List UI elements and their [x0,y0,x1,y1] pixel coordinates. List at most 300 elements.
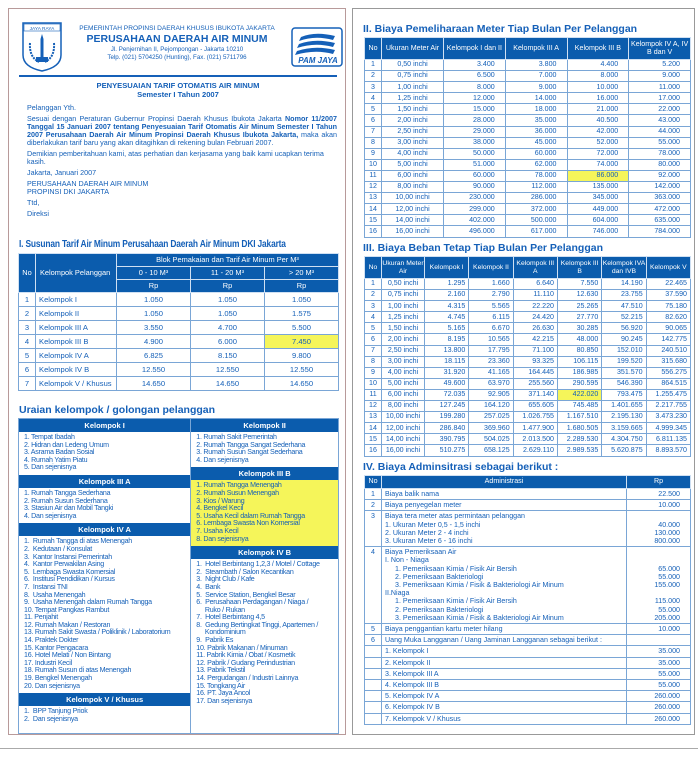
admin-row [365,635,691,646]
value-cell: 2.160 [425,290,469,301]
fee-value: 205.000 [654,613,680,622]
table-row [365,356,691,367]
admin-row [365,713,691,724]
value-cell: 75.180 [646,301,690,312]
value-cell: 199.520 [602,356,646,367]
group-item: 8. Usaha Menengah [24,590,86,599]
group-item: 1. BPP Tanjung Priok [24,707,88,716]
header-phone: Telp. (021) 5704250 (Hunting), Fax. (021) 5711796 [107,54,247,61]
value-cell: 1.026.755 [513,412,557,423]
admin-line: 3. Pemeriksaan Kimia / Fisik & Bakteriologi Air Minum [395,581,564,590]
admin-description [382,713,627,724]
value-cell: 1.050 [265,293,339,307]
value-cell: 8.150 [191,349,265,363]
row-number [365,657,382,668]
group-header: Kelompok III A [19,475,190,488]
value-cell: 44.000 [629,126,691,137]
group-item: 3. Kantor Instansi Pemerintah [24,552,112,561]
admin-description [382,547,627,624]
group-item: 5. Dan sejenisnya [24,463,77,472]
group-header: Kelompok IV B [191,546,338,559]
value-cell: 9.800 [265,349,339,363]
row-label: 0,75 inchi [382,71,444,82]
letter-paragraph-1 [27,115,337,147]
group-item: 5. Usaha Kecil dalam Rumah Tangga [196,511,305,520]
table-row [19,335,339,349]
row-label: 1,25 inchi [382,312,425,323]
table-row [365,290,691,301]
value-cell: 617.000 [505,226,567,237]
fee-value: 800.000 [654,537,680,546]
row-number: 12 [365,182,382,193]
value-cell: 2.989.535 [557,445,601,456]
value-cell: 5.200 [629,60,691,71]
row-label: 14,00 inchi [382,215,444,226]
value-cell: 746.000 [567,226,629,237]
value-cell: 40.500 [567,115,629,126]
value-cell: 4.745 [425,312,469,323]
value-cell: 55.000 [629,137,691,148]
col-block-1: 0 - 10 M³ [117,267,191,280]
group-item: 4. Dan sejenisnya [24,511,77,520]
row-number: 2 [365,500,382,511]
value-cell: 45.000 [505,137,567,148]
value-cell: 2.217.755 [646,401,690,412]
fee-value: 10.000 [658,625,680,634]
fee-value [630,556,680,564]
value-cell: 1.050 [191,307,265,321]
row-number: 2 [365,290,382,301]
admin-line: Biaya penyegelan meter [385,501,462,510]
admin-row [365,657,691,668]
row-number: 7 [365,345,382,356]
table-row [365,137,691,148]
value-cell: 8.000 [444,82,506,93]
row-label: 0,50 inchi [382,279,425,290]
fee-value [630,548,680,556]
table-row [365,104,691,115]
group-item: 12. Rumah Makan / Restoran [24,620,111,629]
fee-value [630,512,680,520]
value-cell: 6.115 [469,312,513,323]
admin-row [365,680,691,691]
value-cell: 1.050 [117,307,191,321]
value-cell: 7.000 [505,71,567,82]
group-header: Kelompok V / Khusus [19,693,190,706]
value-cell: 9.000 [505,82,567,93]
value-cell: 60.000 [444,170,506,181]
pam-jaya-logo [291,27,343,67]
column-header: Kelompok IV A, IV B dan V [629,38,691,60]
value-cell: 655.605 [513,401,557,412]
row-label: 4,00 inchi [382,367,425,378]
value-cell: 1.050 [191,293,265,307]
value-cell: 1.050 [117,293,191,307]
value-cell: 496.000 [444,226,506,237]
table-row [365,204,691,215]
admin-row [365,646,691,657]
admin-row [365,624,691,635]
value-cell: 127.245 [425,401,469,412]
value-cell: 63.970 [469,378,513,389]
table-row [365,412,691,423]
table-row [365,170,691,181]
row-number: 11 [365,170,382,181]
value-cell: 3.550 [117,321,191,335]
value-cell: 26.630 [513,323,557,334]
row-number: 3 [365,82,382,93]
value-cell: 422.020 [557,389,601,400]
value-cell: 6.811.135 [646,434,690,445]
value-cell: 5.620.875 [602,445,646,456]
fee-value: 130.000 [654,528,680,537]
value-cell: 142.775 [646,334,690,345]
value-cell: 14.000 [505,93,567,104]
value-cell: 500.000 [505,215,567,226]
column-header: Kelompok I [425,257,469,279]
admin-line: I. Non - Niaga [385,556,429,565]
table-row [365,215,691,226]
value-cell: 48.000 [557,334,601,345]
value-cell: 56.920 [602,323,646,334]
column-header: No [365,257,382,279]
value-cell: 51.000 [444,159,506,170]
section-4-title: IV. Biaya Adminsitrasi sebagai berikut : [363,461,559,473]
admin-line: 1. Pemeriksaan Kimia / Fisik Air Bersih [395,564,517,573]
group-item: 2. Rumah Susun Menengah [196,488,279,497]
col-no: No [19,254,36,293]
admin-fee [627,691,691,702]
maintenance-table [364,37,691,238]
value-cell: 604.000 [567,215,629,226]
svg-text:PAM JAYA: PAM JAYA [298,56,338,65]
value-cell: 80.000 [629,159,691,170]
value-cell: 363.000 [629,193,691,204]
fee-value: 260.000 [654,703,680,712]
value-cell: 5.565 [469,301,513,312]
value-cell: 8.000 [567,71,629,82]
value-cell: 52.215 [602,312,646,323]
value-cell: 4.900 [117,335,191,349]
table-row [365,182,691,193]
row-label: 6,00 inchi [382,170,444,181]
group-item: 6. Perusahaan Perdagangan / Niaga / [196,598,309,607]
value-cell: 7.450 [265,335,339,349]
value-cell: 17.000 [629,93,691,104]
table-row [365,82,691,93]
row-number: 5 [365,624,382,635]
admin-description [382,680,627,691]
column-header: Rp [627,476,691,489]
fee-value: 55.000 [658,681,680,690]
group-item: 3. Asrama Badan Sosial [24,448,95,457]
value-cell: 257.025 [469,412,513,423]
value-cell: 52.000 [567,137,629,148]
col-block-2: 11 - 20 M³ [191,267,265,280]
admin-line: Uang Muka Langganan / Uang Jaminan Langganan sebagai berikut : [385,636,602,645]
header-address: Jl. Penjernihan II, Pejompongan - Jakarta 10210 [110,46,244,53]
value-cell: 60.000 [505,148,567,159]
row-label: 5,00 inchi [382,159,444,170]
fee-value: 115.000 [654,597,680,606]
row-label: 2,00 inchi [382,334,425,345]
row-number: 11 [365,389,382,400]
value-cell: 71.100 [513,345,557,356]
admin-fee [627,702,691,713]
row-label: 1,50 inchi [382,104,444,115]
row-number: 5 [19,349,36,363]
group-header: Kelompok II [191,419,338,432]
value-cell: 12.550 [265,363,339,377]
value-cell: 35.000 [505,115,567,126]
group-item: 8. Gedung Bertingkat Tinggi, Apartemen / [196,620,319,629]
group-item: 4. Rumah Yatim Piatu [24,455,88,464]
column-header: Ukuran Meter Air [382,38,444,60]
table-row [365,226,691,237]
right-page [352,8,695,735]
row-label: 3,00 inchi [382,356,425,367]
value-cell: 345.000 [567,193,629,204]
admin-line: Biaya Pemeriksaan Air [385,548,457,557]
groups-table [18,418,339,734]
row-label: 14,00 inchi [382,434,425,445]
group-item: 3. Night Club / Kafe [196,575,255,584]
section-3-title: III. Biaya Beban Tetap Tiap Bulan Per Pelanggan [363,242,604,254]
row-number: 4 [365,312,382,323]
group-item: 14. Pergudangan / Industri Lainnya [196,674,299,683]
group-item: 15. Tongkang Air [196,681,245,690]
svg-text:JAYA RAYA: JAYA RAYA [29,26,55,32]
notice-subtitle: Semester I Tahun 2007 [137,90,219,99]
group-item: 10. Pabrik Makanan / Minuman [196,643,288,652]
value-cell: 12.550 [191,363,265,377]
value-cell: 106.115 [557,356,601,367]
value-cell: 6.000 [191,335,265,349]
value-cell: 4.304.750 [602,434,646,445]
org-line-1: PERUSAHAAN DAERAH AIR MINUM [27,179,149,188]
value-cell: 1.401.655 [602,401,646,412]
row-label: Kelompok IV B [36,363,117,377]
value-cell: 8.893.570 [646,445,690,456]
section-1-title: I. Susunan Tarif Air Minum Perusahaan Daerah Air Minum DKI Jakarta [19,239,286,250]
value-cell: 93.325 [513,356,557,367]
row-number: 16 [365,445,382,456]
value-cell: 371.140 [513,389,557,400]
value-cell: 255.560 [513,378,557,389]
groups-title: Uraian kelompok / golongan pelanggan [19,404,216,416]
group-item: 1. Tempat Ibadah [24,433,75,441]
value-cell: 16.000 [567,93,629,104]
group-item: 2. Steambath / Salon Kecantikan [196,567,294,576]
value-cell: 7.550 [557,279,601,290]
group-item: 2. Kedutaan / Konsulat [24,544,93,553]
value-cell: 29.000 [444,126,506,137]
value-cell: 372.000 [505,204,567,215]
value-cell: 472.000 [629,204,691,215]
table-row [365,334,691,345]
admin-row [365,702,691,713]
group-header: Kelompok I [19,419,190,432]
table-row [365,323,691,334]
row-number: 14 [365,423,382,434]
group-item: 4. Kantor Perwakilan Asing [24,560,104,569]
row-number: 6 [365,115,382,126]
group-item: 9. Pabrik Es [196,636,234,645]
value-cell: 112.000 [505,182,567,193]
group-item: 14. Praktek Dokter [24,636,79,645]
group-item: 7. Instansi TNI [24,582,68,591]
admin-fee [627,511,691,547]
row-number: 1 [19,293,36,307]
row-number: 1 [365,279,382,290]
value-cell: 13.800 [425,345,469,356]
admin-description [382,702,627,713]
row-number: 16 [365,226,382,237]
admin-description [382,511,627,547]
group-item: 18. Rumah Susun di atas Menengah [24,666,132,675]
value-cell: 90.000 [444,182,506,193]
row-number [365,668,382,679]
row-number: 2 [365,71,382,82]
row-number: 8 [365,137,382,148]
value-cell: 92.000 [629,170,691,181]
fee-value: 55.000 [658,669,680,678]
fee-value: 260.000 [654,692,680,701]
row-number: 3 [19,321,36,335]
col-group: Kelompok Pelanggan [36,254,117,293]
table-row [365,159,691,170]
value-cell: 15.000 [444,104,506,115]
value-cell: 240.510 [646,345,690,356]
value-cell: 4.999.345 [646,423,690,434]
row-label: 6,00 inchi [382,389,425,400]
value-cell: 80.850 [557,345,601,356]
value-cell: 142.000 [629,182,691,193]
value-cell: 1.680.505 [557,423,601,434]
row-label: 1,00 inchi [382,301,425,312]
col-block-3: > 20 M³ [265,267,339,280]
group-item: 1. Rumah Tangga Sederhana [24,488,111,497]
value-cell: 11.000 [629,82,691,93]
row-number: 1 [365,60,382,71]
table-row [365,345,691,356]
row-number [365,691,382,702]
value-cell: 164.445 [513,367,557,378]
admin-description [382,624,627,635]
value-cell: 3.800 [505,60,567,71]
column-header: No [365,476,382,489]
tariff-table [18,253,339,391]
column-header: Kelompok I dan II [444,38,506,60]
value-cell: 90.065 [646,323,690,334]
table-row [365,60,691,71]
value-cell: 12.630 [557,290,601,301]
value-cell: 10.000 [567,82,629,93]
row-label: 0,75 inchi [382,290,425,301]
table-row [365,148,691,159]
table-row [365,423,691,434]
row-number: 15 [365,434,382,445]
group-item: 1. Hotel Berbintang 1,2,3 / Motel / Cottage [196,560,320,569]
value-cell: 2.289.530 [557,434,601,445]
value-cell: 4.700 [191,321,265,335]
group-item: 2. Rumah Tangga Sangat Sederhana [196,440,306,449]
value-cell: 6.670 [469,323,513,334]
table-row [365,389,691,400]
value-cell: 4.400 [567,60,629,71]
value-cell: 449.000 [567,204,629,215]
value-cell: 14.650 [191,377,265,391]
row-label: 10,00 inchi [382,412,425,423]
row-label: 2,50 inchi [382,345,425,356]
group-item: 13. Pabrik Tekstil [196,666,246,675]
group-item: 12. Pabrik / Gudang Perindustrian [196,658,295,667]
fee-value [630,589,680,597]
value-cell: 31.920 [425,367,469,378]
value-cell: 72.000 [567,148,629,159]
p1-bold: Nomor 11/2007 Tanggal 15 Januari 2007 tentang Penyesuaian Tarif Otomatis Air Minum Semester I Tahun 2007 Perusahaan Daerah Air Minum Propinsi Daerah Khusus Ibukota Jakarta, [27,114,337,139]
value-cell: 14.650 [265,377,339,391]
table-row [365,93,691,104]
row-number: 8 [365,356,382,367]
value-cell: 90.245 [602,334,646,345]
table-row [19,307,339,321]
letter-date: Jakarta, Januari 2007 [27,168,97,177]
value-cell: 22.220 [513,301,557,312]
greeting: Pelanggan Yth. [27,103,77,112]
group-item: 6. Lembaga Swasta Non Komersial [196,519,300,528]
column-header: Kelompok IVA dan IVB [602,257,646,279]
row-label: Kelompok V / Khusus [36,377,117,391]
admin-line: Biaya penggantian kartu meter hilang [385,625,503,634]
org-line-2: PROPINSI DKI JAKARTA [27,187,110,196]
value-cell: 6.640 [513,279,557,290]
admin-description [382,500,627,511]
group-item: 20. Dan sejenisnya [24,681,80,690]
column-header: Kelompok V [646,257,690,279]
row-label: 4,00 inchi [382,148,444,159]
table-row [365,193,691,204]
value-cell: 784.000 [629,226,691,237]
admin-fee [627,680,691,691]
value-cell: 290.595 [557,378,601,389]
row-number: 6 [19,363,36,377]
group-list [19,488,190,523]
value-cell: 62.000 [505,159,567,170]
table-row [365,401,691,412]
value-cell: 510.275 [425,445,469,456]
group-item: 7. Usaha Kecil [196,526,239,535]
value-cell: 37.590 [646,290,690,301]
table-row [365,115,691,126]
group-item: 2. Dan sejenisnya [24,714,78,723]
row-number: 6 [365,334,382,345]
value-cell: 30.285 [557,323,601,334]
row-label: Kelompok III A [36,321,117,335]
table-row [365,312,691,323]
value-cell: 22.000 [629,104,691,115]
value-cell: 11.110 [513,290,557,301]
group-list [191,432,338,467]
column-header: Kelompok II [469,257,513,279]
column-header: No [365,38,382,60]
value-cell: 42.000 [567,126,629,137]
group-item: 4. Bank [196,582,221,591]
admin-line: 3. Kelompok III A [385,669,439,678]
groups-right-column [191,419,338,708]
value-cell: 199.280 [425,412,469,423]
value-cell: 745.485 [557,401,601,412]
